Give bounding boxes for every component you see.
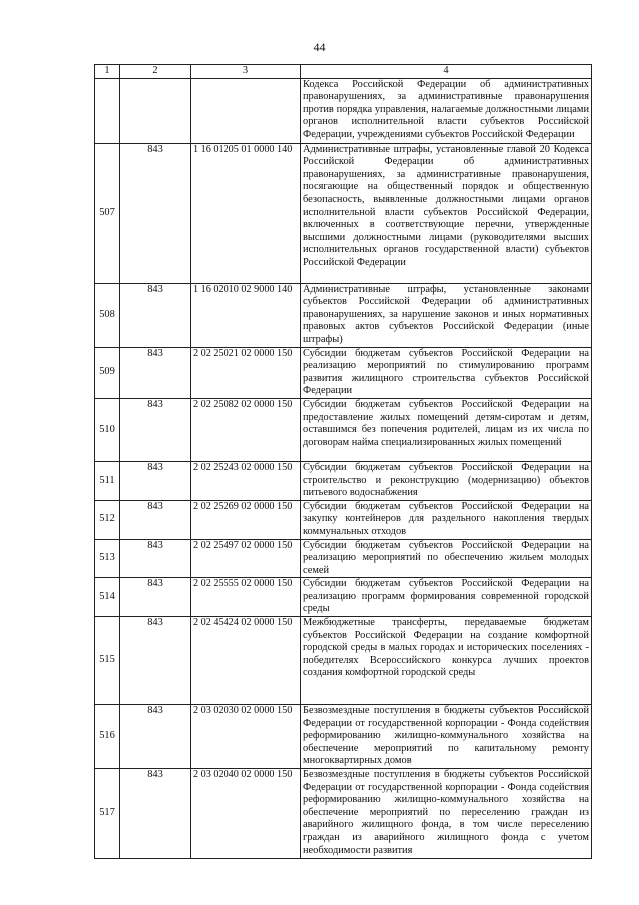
description-cell: Безвозмездные поступления в бюджеты субъектов Российской Федерации от государственной корпорации - Фонда содействия реформированию жилищно-коммунального хозяйства на обеспечение мероприятий по капитальному ремонту многоквартирных домов: [301, 705, 592, 769]
administrator-code-cell: 843: [120, 769, 191, 859]
administrator-code-cell: 843: [120, 578, 191, 617]
row-number-cell: 507: [95, 143, 120, 283]
row-number-cell: 515: [95, 617, 120, 705]
table-row: [95, 143, 592, 283]
budget-code-cell: 2 02 45424 02 0000 150: [191, 617, 301, 705]
description-cell: Безвозмездные поступления в бюджеты субъектов Российской Федерации от государственной корпорации - Фонда содействия реформированию жилищно-коммунального хозяйства на обеспечение мероприятий по переселению граждан из аварийного жилищного фонда, в том числе переселению граждан из аварийного жилищного фонда с учетом необходимости развития: [301, 769, 592, 859]
administrator-code-cell: [120, 78, 191, 143]
administrator-code-cell: 843: [120, 398, 191, 461]
row-number-cell: 508: [95, 283, 120, 347]
row-number-cell: 511: [95, 461, 120, 500]
column-header: 3: [191, 65, 301, 79]
description-cell: Субсидии бюджетам субъектов Российской Федерации на реализацию мероприятий по стимулированию программ развития жилищного строительства субъектов Российской Федерации: [301, 347, 592, 398]
row-number-cell: [95, 78, 120, 143]
administrator-code-cell: 843: [120, 617, 191, 705]
administrator-code-cell: 843: [120, 461, 191, 500]
table-row: [95, 398, 592, 461]
column-header: 1: [95, 65, 120, 79]
budget-codes-table: [94, 64, 592, 859]
administrator-code-cell: 843: [120, 705, 191, 769]
description-cell: Административные штрафы, установленные главой 20 Кодекса Российской Федерации об административных правонарушениях, за административные правонарушения, посягающие на общественный порядок и общественную безопасность, выявленные должностными лицами органов исполнительной власти субъектов Российской Федерации, включенных в соответствующие перечни, утвержденные высшими должностными лицами (руководителями высших исполнительных органов государственной власти) субъектов Российской Федерации: [301, 143, 592, 283]
budget-code-cell: 2 02 25555 02 0000 150: [191, 578, 301, 617]
budget-code-cell: 1 16 01205 01 0000 140: [191, 143, 301, 283]
budget-code-cell: 2 02 25497 02 0000 150: [191, 539, 301, 578]
row-number-cell: 517: [95, 769, 120, 859]
budget-code-cell: 2 03 02030 02 0000 150: [191, 705, 301, 769]
budget-code-cell: [191, 78, 301, 143]
row-number-cell: 514: [95, 578, 120, 617]
description-cell: Субсидии бюджетам субъектов Российской Федерации на предоставление жилых помещений детям-сиротам и детям, оставшимся без попечения родителей, лицам из их числа по договорам найма специализированных жилых помещений: [301, 398, 592, 461]
administrator-code-cell: 843: [120, 283, 191, 347]
table-row: [95, 769, 592, 859]
table-row: [95, 539, 592, 578]
table-row: [95, 578, 592, 617]
row-number-cell: 512: [95, 500, 120, 539]
table-row: [95, 500, 592, 539]
column-header: 2: [120, 65, 191, 79]
description-cell: Административные штрафы, установленные законами субъектов Российской Федерации об административных правонарушениях, за нарушение законов и иных нормативных правовых актов субъектов Российской Федерации (иные штрафы): [301, 283, 592, 347]
description-cell: Субсидии бюджетам субъектов Российской Федерации на строительство и реконструкцию (модернизацию) объектов питьевого водоснабжения: [301, 461, 592, 500]
row-number-cell: 516: [95, 705, 120, 769]
table-row: [95, 461, 592, 500]
table-row: [95, 347, 592, 398]
table-header-row: [95, 65, 592, 79]
row-number-cell: 510: [95, 398, 120, 461]
table-row: [95, 78, 592, 143]
description-cell: Субсидии бюджетам субъектов Российской Федерации на реализацию мероприятий по обеспечению жильем молодых семей: [301, 539, 592, 578]
administrator-code-cell: 843: [120, 500, 191, 539]
row-number-cell: 513: [95, 539, 120, 578]
budget-code-cell: 1 16 02010 02 9000 140: [191, 283, 301, 347]
table-row: [95, 283, 592, 347]
budget-code-cell: 2 02 25021 02 0000 150: [191, 347, 301, 398]
budget-code-cell: 2 02 25269 02 0000 150: [191, 500, 301, 539]
administrator-code-cell: 843: [120, 143, 191, 283]
budget-code-cell: 2 03 02040 02 0000 150: [191, 769, 301, 859]
table-row: [95, 705, 592, 769]
administrator-code-cell: 843: [120, 347, 191, 398]
column-header: 4: [301, 65, 592, 79]
page-number: 44: [313, 40, 326, 54]
administrator-code-cell: 843: [120, 539, 191, 578]
description-cell: Субсидии бюджетам субъектов Российской Федерации на закупку контейнеров для раздельного накопления твердых коммунальных отходов: [301, 500, 592, 539]
budget-code-cell: 2 02 25243 02 0000 150: [191, 461, 301, 500]
description-cell: Субсидии бюджетам субъектов Российской Федерации на реализацию программ формирования современной городской среды: [301, 578, 592, 617]
description-cell: Кодекса Российской Федерации об административных правонарушениях, за административные правонарушения против порядка управления, налагаемые должностными лицами органов исполнительной власти субъектов Российской Федерации, учреждениями субъектов Российской Федерации: [301, 78, 592, 143]
budget-code-cell: 2 02 25082 02 0000 150: [191, 398, 301, 461]
table-row: [95, 617, 592, 705]
description-cell: Межбюджетные трансферты, передаваемые бюджетам субъектов Российской Федерации на создание комфортной городской среды в малых городах и исторических поселениях - победителях Всероссийского конкурса лучших проектов создания комфортной городской среды: [301, 617, 592, 705]
row-number-cell: 509: [95, 347, 120, 398]
